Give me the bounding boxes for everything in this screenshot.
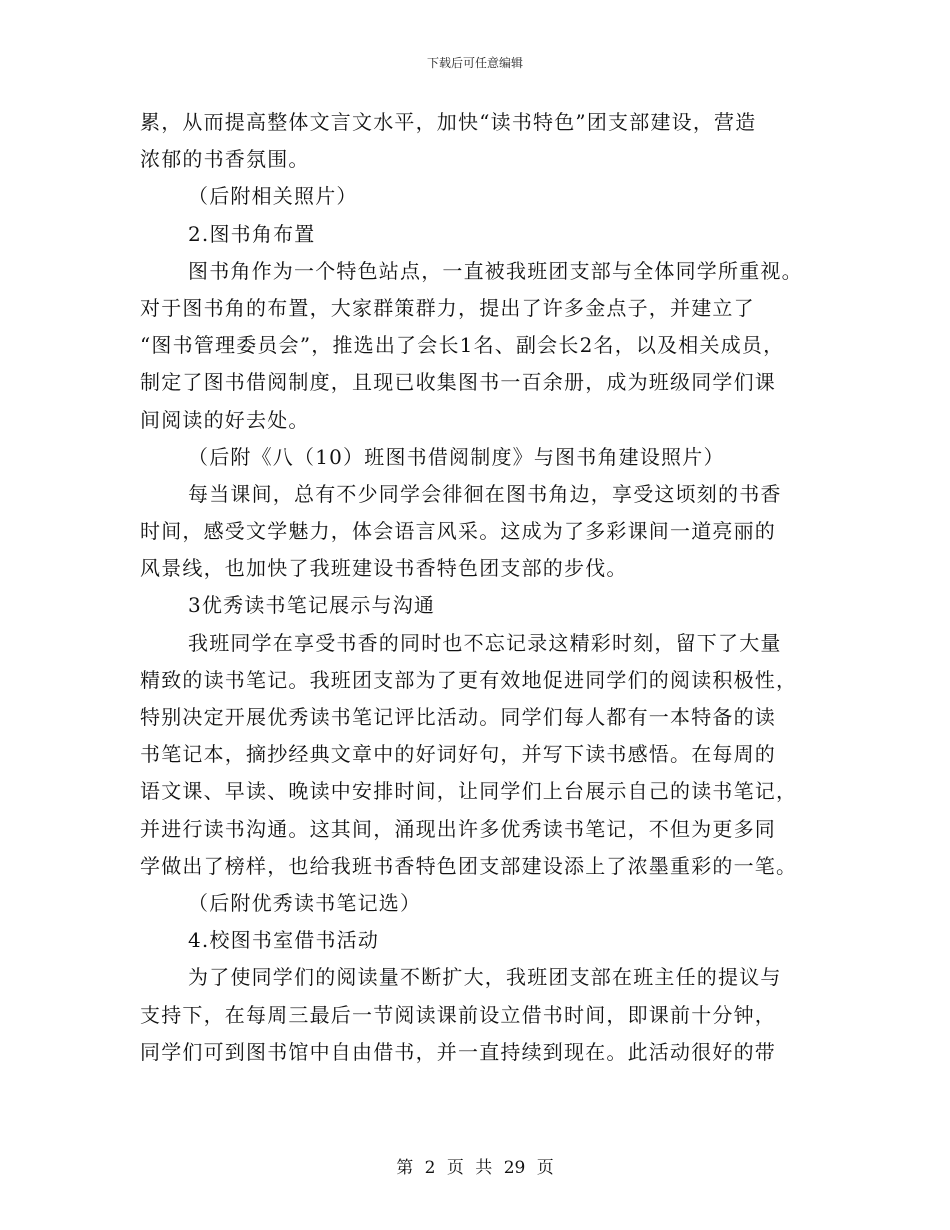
text-line: 间阅读的好去处。	[140, 407, 310, 432]
text-line: 制定了图书借阅制度，且现已收集图书一百余册，成为班级同学们课	[140, 370, 776, 395]
text-line: 特别决定开展优秀读书笔记评比活动。同学们每人都有一本特备的读	[140, 705, 776, 729]
text-line: 图书角作为一个特色站点，一直被我班团支部与全体同学所重视。	[188, 258, 803, 283]
text-line: 语文课、早读、晚读中安排时间，让同学们上台展示自己的读书笔记，	[140, 779, 798, 804]
text-line: （后附相关照片）	[188, 184, 358, 209]
text-line: “图书管理委员会”，推选出了会长1名、副会长2名，以及相关成员，	[140, 333, 785, 358]
text-line: （后附优秀读书笔记选）	[188, 890, 422, 915]
text-line: 3优秀读书笔记展示与沟通	[188, 593, 436, 618]
text-line: 并进行读书沟通。这其间，涌现出许多优秀读书笔记，不但为更多同	[140, 816, 776, 841]
text-line: 书笔记本，摘抄经典文章中的好词好句，并写下读书感悟。在每周的	[140, 742, 776, 767]
text-line: 学做出了榜样，也给我班书香特色团支部建设添上了浓墨重彩的一笔。	[140, 853, 798, 878]
text-line: 累，从而提高整体文言文水平，加快“读书特色”团支部建设，营造	[140, 110, 757, 134]
text-line: 浓郁的书香氛围。	[140, 147, 310, 172]
text-line: 2.图书角布置	[188, 221, 316, 246]
text-line: （后附《八（10）班图书借阅制度》与图书角建设照片）	[188, 444, 725, 469]
text-line: 支持下，在每周三最后一节阅读课前设立借书时间，即课前十分钟，	[140, 1002, 776, 1027]
page-header: 下载后可任意编辑	[426, 56, 523, 70]
text-line: 同学们可到图书馆中自由借书，并一直持续到现在。此活动很好的带	[140, 1039, 776, 1064]
text-line: 为了使同学们的阅读量不断扩大，我班团支部在班主任的提议与	[188, 965, 782, 990]
text-line: 精致的读书笔记。我班团支部为了更有效地促进同学们的阅读积极性，	[140, 667, 798, 692]
text-line: 每当课间，总有不少同学会徘徊在图书角边，享受这顷刻的书香	[188, 481, 782, 506]
document-body	[140, 104, 820, 1071]
text-line: 4.校图书室借书活动	[188, 928, 380, 953]
page-footer: 第 2 页 共 29 页	[396, 1158, 554, 1178]
text-line: 时间，感受文学魅力，体会语言风采。这成为了多彩课间一道亮丽的	[140, 519, 776, 544]
text-line: 对于图书角的布置，大家群策群力，提出了许多金点子，并建立了	[140, 295, 755, 320]
text-line: 风景线，也加快了我班建设书香特色团支部的步伐。	[140, 556, 628, 581]
text-line: 我班同学在享受书香的同时也不忘记录这精彩时刻，留下了大量	[188, 630, 782, 655]
